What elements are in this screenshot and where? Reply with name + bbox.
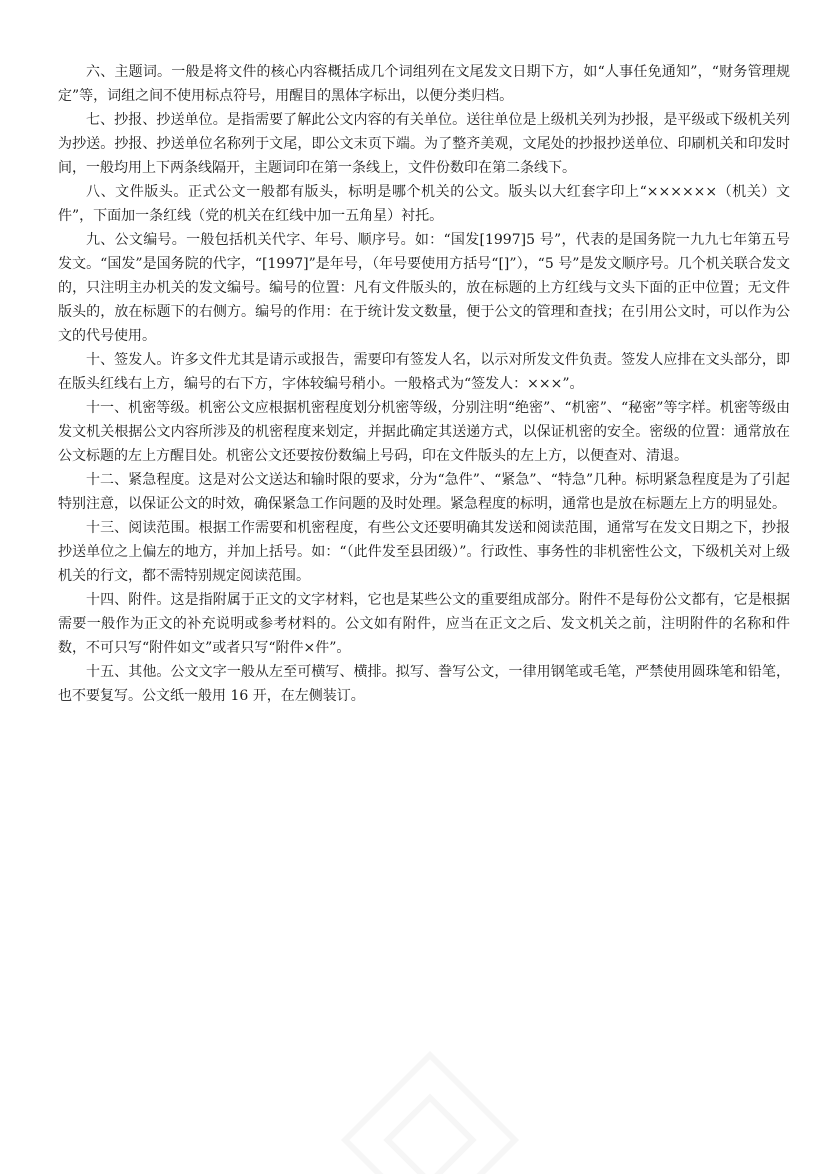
watermark-icon — [330, 1040, 530, 1174]
paragraph-document-number: 九、公文编号。一般包括机关代字、年号、顺序号。如：“国发[1997]5 号”，代表的是国务院一九九七年第五号发文。“国发”是国务院的代字，“[1997]”是年号，（年号要使用方括号“[]”），“5 号”是发文顺序号。几个机关联合发文的，只注明主办机关的发文编号。编号的位置：凡有文件版头的，放在标题的上方红线与文头下面的正中位置；无文件版头的，放在标题下的右侧方。编号的作用：在于统计发文数量，便于公文的管理和查找；在引用公文时，可以作为公文的代号使用。 — [58, 232, 790, 344]
paragraph-document-header: 八、文件版头。正式公文一般都有版头，标明是哪个机关的公文。版头以大红套字印上“××××××（机关）文件”，下面加一条红线（党的机关在红线中加一五角星）衬托。 — [58, 184, 790, 224]
paragraph-reading-scope: 十三、阅读范围。根据工作需要和机密程度，有些公文还要明确其发送和阅读范围，通常写在发文日期之下，抄报抄送单位之上偏左的地方，并加上括号。如：“（此件发至县团级）”。行政性、事务性的非机密性公文，下级机关对上级机关的行文，都不需特别规定阅读范围。 — [58, 520, 790, 584]
paragraph-urgency: 十二、紧急程度。这是对公文送达和输时限的要求，分为“急件”、“紧急”、“特急”几种。标明紧急程度是为了引起特别注意，以保证公文的时效，确保紧急工作问题的及时处理。紧急程度的标明，通常也是放在标题左上方的明显处。 — [58, 472, 790, 512]
paragraph-attachments: 十四、附件。这是指附属于正文的文字材料，它也是某些公文的重要组成部分。附件不是每份公文都有，它是根据需要一般作为正文的补充说明或参考材料的。公文如有附件，应当在正文之后、发文机关之前，注明附件的名称和件数，不可只写“附件如文”或者只写“附件×件”。 — [58, 592, 790, 656]
paragraph-other: 十五、其他。公文文字一般从左至可横写、横排。拟写、誊写公文，一律用钢笔或毛笔，严禁使用圆珠笔和铅笔，也不要复写。公文纸一般用 16 开，在左侧装订。 — [58, 664, 790, 704]
paragraph-confidentiality-level: 十一、机密等级。机密公文应根据机密程度划分机密等级，分别注明“绝密”、“机密”、“秘密”等字样。机密等级由发文机关根据公文内容所涉及的机密程度来划定，并据此确定其送递方式，以保证机密的安全。密级的位置：通常放在公文标题的左上方醒目处。机密公文还要按份数编上号码，印在文件版头的左上方，以便查对、清退。 — [58, 400, 790, 464]
document-body — [58, 60, 790, 708]
paragraph-keywords: 六、主题词。一般是将文件的核心内容概括成几个词组列在文尾发文日期下方，如“人事任免通知”，“财务管理规定”等，词组之间不使用标点符号，用醒目的黑体字标出，以便分类归档。 — [58, 64, 790, 104]
paragraph-signer: 十、签发人。许多文件尤其是请示或报告，需要印有签发人名，以示对所发文件负责。签发人应排在文头部分，即在版头红线右上方，编号的右下方，字体较编号稍小。一般格式为“签发人：×××”。 — [58, 352, 790, 392]
paragraph-copy-units: 七、抄报、抄送单位。是指需要了解此公文内容的有关单位。送往单位是上级机关列为抄报，是平级或下级机关列为抄送。抄报、抄送单位名称列于文尾，即公文末页下端。为了整齐美观，文尾处的抄报抄送单位、印刷机关和印发时间，一般均用上下两条线隔开，主题词印在第一条线上，文件份数印在第二条线下。 — [58, 112, 790, 176]
